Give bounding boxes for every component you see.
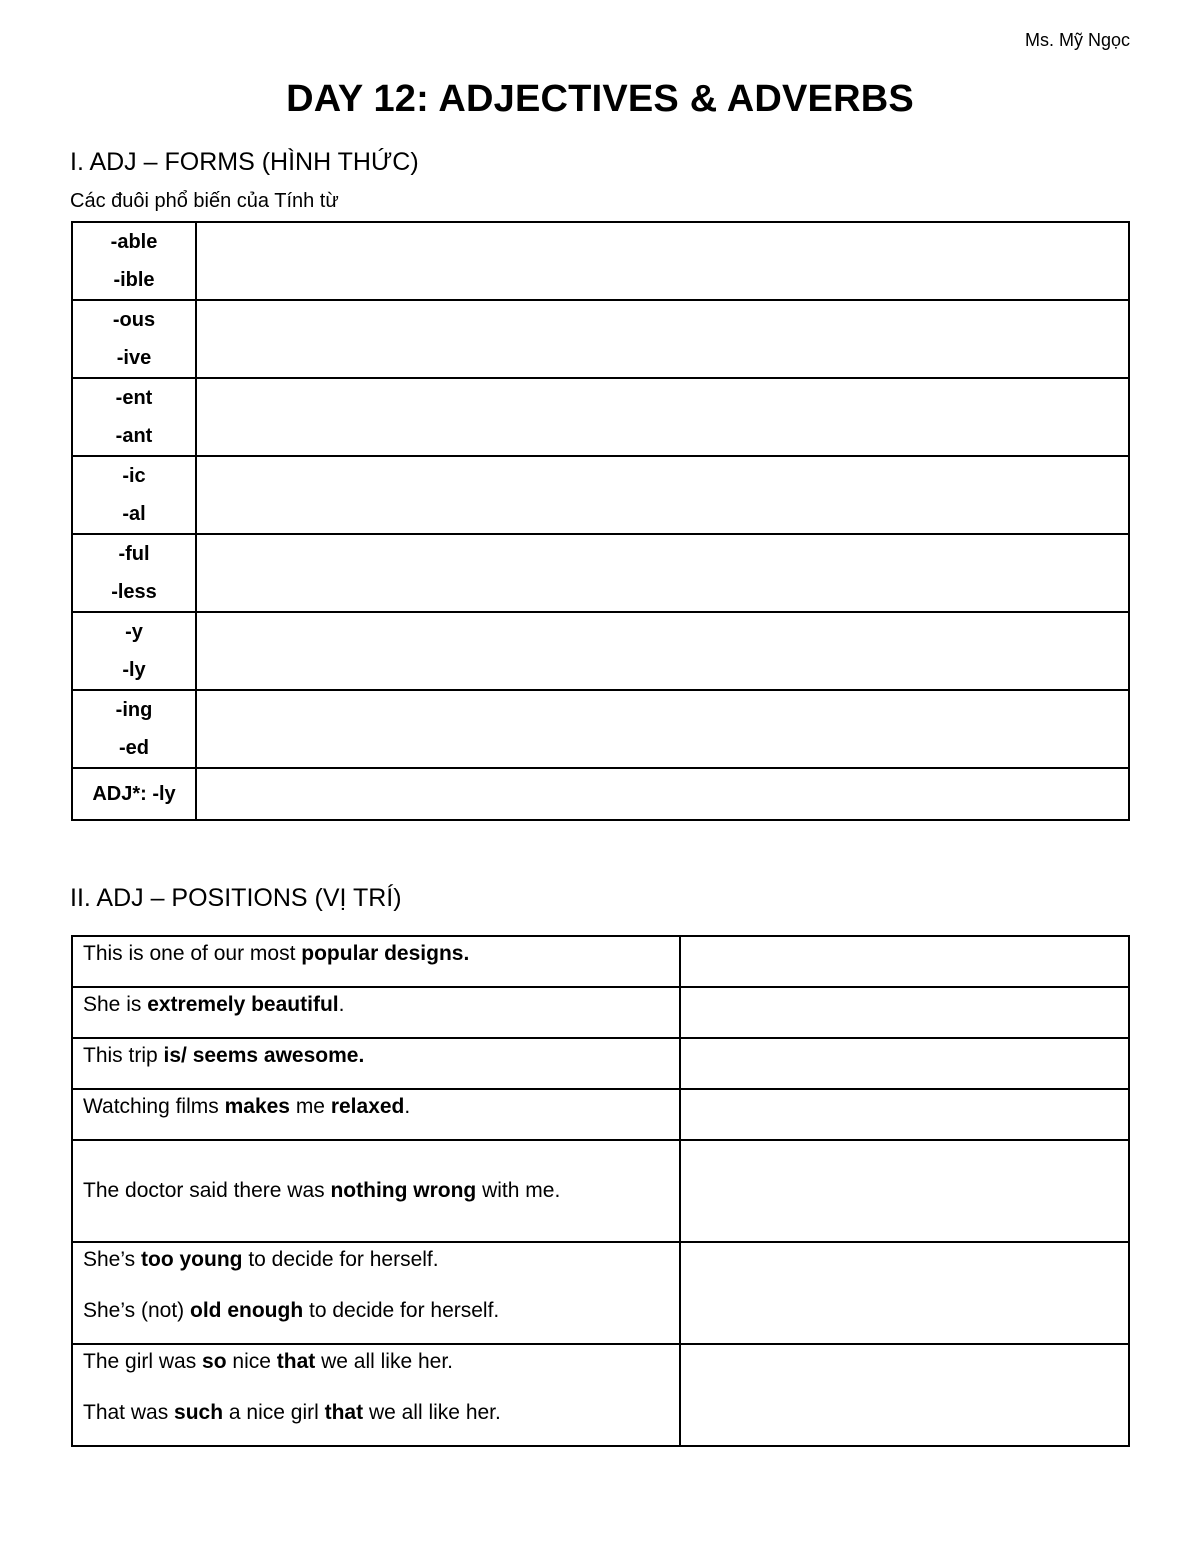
highlighted-phrase: old enough (190, 1299, 304, 1322)
answer-cell[interactable] (680, 987, 1129, 1038)
answer-cell[interactable] (680, 936, 1129, 987)
example-sentence-cell (72, 1140, 680, 1242)
example-sentence-cell (72, 936, 680, 987)
sentence-text: . (404, 1095, 411, 1118)
example-sentence-cell (72, 987, 680, 1038)
answer-cell[interactable] (196, 534, 1129, 612)
answer-cell[interactable] (196, 222, 1129, 300)
example-sentence (83, 1296, 679, 1326)
highlighted-phrase: that (324, 1401, 364, 1424)
suffix-label: -ous (112, 309, 156, 331)
example-row (72, 1344, 1129, 1446)
sentence-text: This is one of our most (83, 942, 302, 965)
suffix-row (72, 222, 1129, 300)
sentence-text: me (289, 1095, 331, 1118)
example-row (72, 1089, 1129, 1140)
sentence-text: nice (226, 1350, 277, 1373)
highlighted-phrase: such (174, 1401, 224, 1424)
suffix-row (72, 300, 1129, 378)
example-sentence-cell (72, 1344, 680, 1446)
suffix-cell (72, 768, 196, 820)
highlighted-phrase: extremely beautiful (147, 993, 339, 1016)
sentence-text: She’s (83, 1248, 141, 1271)
highlighted-phrase: that (276, 1350, 316, 1373)
sentence-text: The girl was (83, 1350, 203, 1373)
suffix-cell (72, 378, 196, 456)
sentence-text: to decide for herself. (303, 1299, 500, 1322)
example-row (72, 936, 1129, 987)
example-sentence (83, 1347, 679, 1377)
answer-cell[interactable] (680, 1089, 1129, 1140)
answer-cell[interactable] (196, 378, 1129, 456)
answer-cell[interactable] (196, 768, 1129, 820)
suffix-cell (72, 612, 196, 690)
answer-cell[interactable] (196, 456, 1129, 534)
example-sentence-cell (72, 1038, 680, 1089)
example-row (72, 1140, 1129, 1242)
highlighted-phrase: makes (224, 1095, 290, 1118)
example-row (72, 1242, 1129, 1344)
sentence-text: . (338, 993, 345, 1016)
highlighted-phrase: so (202, 1350, 227, 1373)
suffix-cell (72, 222, 196, 300)
suffix-row (72, 456, 1129, 534)
example-sentence (83, 1092, 679, 1122)
sentence-text: She’s (not) (83, 1299, 190, 1322)
sentence-text: That was (83, 1401, 175, 1424)
highlighted-phrase: popular designs. (301, 942, 470, 965)
suffix-label: -ic (122, 465, 146, 487)
suffix-label: -ful (118, 543, 150, 565)
sentence-text: The doctor said there was (83, 1179, 331, 1202)
answer-cell[interactable] (680, 1038, 1129, 1089)
example-sentence (83, 990, 679, 1020)
suffix-cell (72, 534, 196, 612)
suffix-label: -ible (113, 269, 155, 291)
adjective-suffix-table (71, 221, 1130, 821)
highlighted-phrase: too young (141, 1248, 243, 1271)
example-sentence-cell (72, 1242, 680, 1344)
sentence-text: a nice girl (223, 1401, 325, 1424)
suffix-row (72, 768, 1129, 820)
example-sentence-cell (72, 1089, 680, 1140)
section-1-heading: I. ADJ – FORMS (HÌNH THỨC) (70, 148, 419, 176)
answer-cell[interactable] (680, 1344, 1129, 1446)
suffix-row (72, 378, 1129, 456)
suffix-label: -ant (115, 425, 153, 447)
highlighted-phrase: is/ seems awesome. (163, 1044, 365, 1067)
suffix-label: -ent (115, 387, 153, 409)
suffix-row (72, 612, 1129, 690)
author-name: Ms. Mỹ Ngọc (1024, 30, 1130, 50)
suffix-label: -al (122, 503, 146, 525)
highlighted-phrase: nothing wrong (330, 1179, 477, 1202)
sentence-text: with me. (476, 1179, 561, 1202)
answer-cell[interactable] (196, 300, 1129, 378)
suffix-label: ADJ*: -ly (92, 783, 176, 805)
suffix-row (72, 534, 1129, 612)
example-sentence (83, 1041, 679, 1071)
answer-cell[interactable] (680, 1140, 1129, 1242)
suffix-cell (72, 690, 196, 768)
sentence-text: She is (83, 993, 148, 1016)
suffix-label: -able (110, 231, 158, 253)
sentence-text: This trip (83, 1044, 164, 1067)
sentence-text: to decide for herself. (242, 1248, 439, 1271)
answer-cell[interactable] (680, 1242, 1129, 1344)
example-sentence (83, 1245, 679, 1275)
suffix-label: -y (125, 621, 143, 643)
highlighted-phrase: relaxed (330, 1095, 405, 1118)
answer-cell[interactable] (196, 612, 1129, 690)
example-row (72, 987, 1129, 1038)
page-title: DAY 12: ADJECTIVES & ADVERBS (286, 78, 914, 120)
sentence-text: we all like her. (363, 1401, 501, 1424)
adjective-position-table (71, 935, 1130, 1447)
suffix-cell (72, 300, 196, 378)
suffix-label: -ed (119, 737, 149, 759)
example-sentence (83, 1176, 679, 1206)
suffix-label: -ing (115, 699, 153, 721)
example-sentence (83, 1398, 679, 1428)
suffix-label: -less (111, 581, 157, 603)
suffix-label: -ly (122, 659, 146, 681)
example-sentence (83, 939, 679, 969)
suffix-label: -ive (116, 347, 152, 369)
suffix-row (72, 690, 1129, 768)
sentence-text: Watching films (83, 1095, 225, 1118)
answer-cell[interactable] (196, 690, 1129, 768)
example-row (72, 1038, 1129, 1089)
sentence-text: we all like her. (315, 1350, 453, 1373)
section-2-heading: II. ADJ – POSITIONS (VỊ TRÍ) (70, 884, 402, 912)
section-1-subheading: Các đuôi phổ biến của Tính từ (70, 190, 339, 212)
suffix-cell (72, 456, 196, 534)
